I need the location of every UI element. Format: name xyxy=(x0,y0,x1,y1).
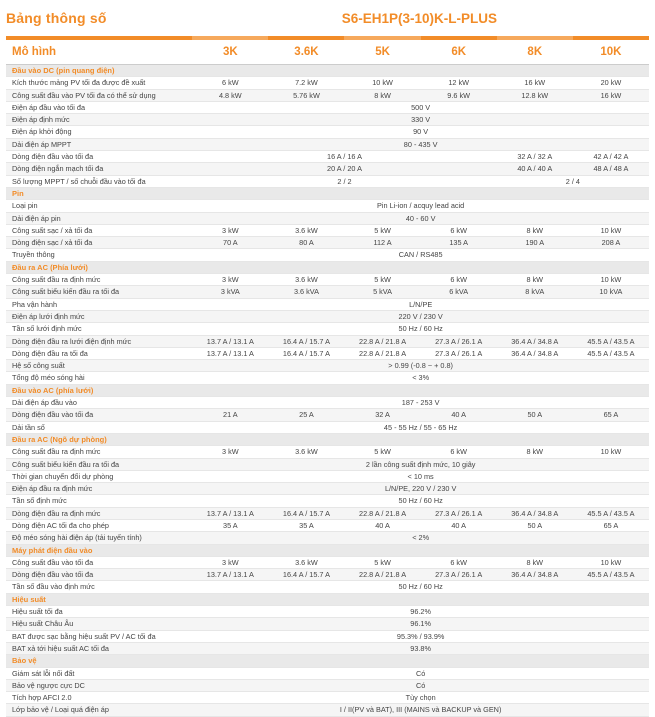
spec-value: 220 V / 230 V xyxy=(192,310,649,322)
spec-label: BAT được sạc bằng hiệu suất PV / AC tối đa xyxy=(6,630,192,642)
spec-label: Hệ số công suất xyxy=(6,360,192,372)
spec-row xyxy=(6,274,649,286)
header-model: Mô hình xyxy=(6,40,192,65)
spec-value: 6 kW xyxy=(421,274,497,286)
spec-value: 208 A xyxy=(573,237,649,249)
spec-label: Dòng điện AC tối đa cho phép xyxy=(6,519,192,531)
spec-value: 16.4 A / 15.7 A xyxy=(268,347,344,359)
spec-value: 8 kW xyxy=(497,556,573,568)
spec-value: 36.4 A / 34.8 A xyxy=(497,347,573,359)
spec-label: Tần số định mức xyxy=(6,495,192,507)
spec-value: 36.4 A / 34.8 A xyxy=(497,507,573,519)
spec-value: 3.6 kW xyxy=(268,446,344,458)
spec-value: 35 A xyxy=(268,519,344,531)
spec-value: 20 kW xyxy=(573,77,649,89)
spec-row xyxy=(6,298,649,310)
spec-label: Công suất sạc / xả tối đa xyxy=(6,224,192,236)
spec-value: 500 V xyxy=(192,101,649,113)
section-header-row xyxy=(6,593,649,605)
spec-label: Dải điện áp MPPT xyxy=(6,138,192,150)
spec-label: Tần số đầu vào định mức xyxy=(6,581,192,593)
spec-row xyxy=(6,667,649,679)
spec-value: 50 A xyxy=(497,409,573,421)
spec-value: 80 A xyxy=(268,237,344,249)
spec-value: 22.8 A / 21.8 A xyxy=(345,507,421,519)
spec-value: 45.5 A / 43.5 A xyxy=(573,507,649,519)
spec-value: 10 kVA xyxy=(573,286,649,298)
spec-value: 22.8 A / 21.8 A xyxy=(345,335,421,347)
section-title: Đầu vào AC (phía lưới) xyxy=(6,384,649,396)
spec-value: 65 A xyxy=(573,409,649,421)
spec-value: 32 A xyxy=(345,409,421,421)
spec-value: 50 Hz / 60 Hz xyxy=(192,581,649,593)
spec-label: Công suất biểu kiến đầu ra tối đa xyxy=(6,458,192,470)
spec-value: 12.8 kW xyxy=(497,89,573,101)
spec-row xyxy=(6,114,649,126)
spec-value: 95.3% / 93.9% xyxy=(192,630,649,642)
spec-label: Kích thước mảng PV tối đa được đề xuất xyxy=(6,77,192,89)
spec-value: I / II(PV và BAT), III (MAINS và BACKUP và GEN) xyxy=(192,704,649,716)
spec-value: 10 kW xyxy=(573,556,649,568)
spec-value: 20 A / 20 A xyxy=(192,163,496,175)
spec-row xyxy=(6,224,649,236)
spec-label: Điện áp khởi động xyxy=(6,126,192,138)
spec-label: Pha vận hành xyxy=(6,298,192,310)
spec-value: 13.7 A / 13.1 A xyxy=(192,335,268,347)
spec-value: 36.4 A / 34.8 A xyxy=(497,569,573,581)
spec-value: 21 A xyxy=(192,409,268,421)
spec-label: Tích hợp AFCI 2.0 xyxy=(6,692,192,704)
spec-value: 40 A xyxy=(421,409,497,421)
spec-label: Dòng điện đầu vào tối đa xyxy=(6,569,192,581)
spec-value: Tùy chọn xyxy=(192,692,649,704)
spec-value: 330 V xyxy=(192,114,649,126)
section-title: Pin xyxy=(6,187,649,199)
spec-row xyxy=(6,679,649,691)
spec-row xyxy=(6,175,649,187)
spec-row xyxy=(6,310,649,322)
spec-value: 22.8 A / 21.8 A xyxy=(345,347,421,359)
spec-table xyxy=(6,40,649,717)
spec-label: Hiệu suất Châu Âu xyxy=(6,618,192,630)
spec-value: 45.5 A / 43.5 A xyxy=(573,569,649,581)
spec-value: 5 kW xyxy=(345,446,421,458)
spec-label: Dải điện áp đầu vào xyxy=(6,397,192,409)
spec-value: 187 - 253 V xyxy=(192,397,649,409)
spec-value: 3 kW xyxy=(192,274,268,286)
spec-row xyxy=(6,286,649,298)
spec-value: 6 kW xyxy=(421,224,497,236)
section-header-row xyxy=(6,433,649,445)
spec-value: 27.3 A / 26.1 A xyxy=(421,507,497,519)
spec-value: 32 A / 32 A xyxy=(497,151,573,163)
spec-value: 9.6 kW xyxy=(421,89,497,101)
section-title: Hiệu suất xyxy=(6,593,649,605)
spec-value: 3.6 kVA xyxy=(268,286,344,298)
spec-row xyxy=(6,421,649,433)
header-3k: 3K xyxy=(192,40,268,65)
spec-row xyxy=(6,409,649,421)
spec-value: 3 kW xyxy=(192,556,268,568)
spec-value: 13.7 A / 13.1 A xyxy=(192,507,268,519)
spec-row xyxy=(6,483,649,495)
spec-value: 3 kVA xyxy=(192,286,268,298)
spec-value: 6 kW xyxy=(421,446,497,458)
spec-row xyxy=(6,519,649,531)
spec-value: 3.6 kW xyxy=(268,556,344,568)
spec-label: Dòng điện ngắn mạch tối đa xyxy=(6,163,192,175)
spec-value: 50 Hz / 60 Hz xyxy=(192,323,649,335)
spec-row xyxy=(6,212,649,224)
spec-table-body xyxy=(6,65,649,717)
spec-value: 135 A xyxy=(421,237,497,249)
spec-label: Công suất đầu ra định mức xyxy=(6,446,192,458)
spec-value: 10 kW xyxy=(573,446,649,458)
spec-label: Giám sát lỗi nối đất xyxy=(6,667,192,679)
spec-row xyxy=(6,360,649,372)
spec-row xyxy=(6,606,649,618)
spec-value: CAN / RS485 xyxy=(192,249,649,261)
spec-label: Số lượng MPPT / số chuỗi đầu vào tối đa xyxy=(6,175,192,187)
product-name: S6-EH1P(3-10)K-L-PLUS xyxy=(341,11,497,26)
spec-value: 70 A xyxy=(192,237,268,249)
spec-value: 16 kW xyxy=(497,77,573,89)
spec-label: Công suất đầu vào PV tối đa có thể sử dụng xyxy=(6,89,192,101)
spec-value: 2 / 4 xyxy=(497,175,649,187)
spec-label: Điện áp đầu vào tối đa xyxy=(6,101,192,113)
spec-value: 8 kW xyxy=(497,446,573,458)
spec-row xyxy=(6,89,649,101)
spec-value: 5 kW xyxy=(345,556,421,568)
spec-row xyxy=(6,618,649,630)
spec-value: 96.1% xyxy=(192,618,649,630)
spec-value: 16.4 A / 15.7 A xyxy=(268,569,344,581)
section-header-row xyxy=(6,261,649,273)
spec-label: Dòng điện đầu ra định mức xyxy=(6,507,192,519)
spec-value: 8 kVA xyxy=(497,286,573,298)
spec-label: Lớp bảo vệ / Loại quá điện áp xyxy=(6,704,192,716)
spec-value: 190 A xyxy=(497,237,573,249)
spec-row xyxy=(6,237,649,249)
spec-row xyxy=(6,556,649,568)
spec-row xyxy=(6,470,649,482)
spec-row xyxy=(6,507,649,519)
spec-row xyxy=(6,692,649,704)
spec-label: Điện áp định mức xyxy=(6,114,192,126)
spec-label: Điện áp đầu ra định mức xyxy=(6,483,192,495)
spec-value: 16 kW xyxy=(573,89,649,101)
spec-label: Dải điện áp pin xyxy=(6,212,192,224)
spec-value: 12 kW xyxy=(421,77,497,89)
spec-value: 5 kVA xyxy=(345,286,421,298)
spec-label: Điện áp lưới định mức xyxy=(6,310,192,322)
spec-value: 8 kW xyxy=(497,274,573,286)
spec-value: 10 kW xyxy=(573,224,649,236)
spec-value: 2 lần công suất định mức, 10 giây xyxy=(192,458,649,470)
spec-value: 10 kW xyxy=(345,77,421,89)
spec-value: 4.8 kW xyxy=(192,89,268,101)
spec-value: 6 kVA xyxy=(421,286,497,298)
spec-value: 13.7 A / 13.1 A xyxy=(192,347,268,359)
spec-value: 27.3 A / 26.1 A xyxy=(421,347,497,359)
spec-value: < 3% xyxy=(192,372,649,384)
spec-value: 45 - 55 Hz / 55 - 65 Hz xyxy=(192,421,649,433)
header-8k: 8K xyxy=(497,40,573,65)
section-header-row xyxy=(6,187,649,199)
spec-label: Dòng điện đầu vào tối đa xyxy=(6,409,192,421)
spec-value: 40 - 60 V xyxy=(192,212,649,224)
spec-value: 8 kW xyxy=(345,89,421,101)
spec-label: Tổng độ méo sóng hài xyxy=(6,372,192,384)
spec-value: < 10 ms xyxy=(192,470,649,482)
spec-row xyxy=(6,446,649,458)
spec-label: Công suất đầu vào tối đa xyxy=(6,556,192,568)
spec-value: 3.6 kW xyxy=(268,274,344,286)
header-10k: 10K xyxy=(573,40,649,65)
spec-row xyxy=(6,101,649,113)
spec-value: 36.4 A / 34.8 A xyxy=(497,335,573,347)
spec-label: Hiệu suất tối đa xyxy=(6,606,192,618)
spec-row xyxy=(6,397,649,409)
title-bar xyxy=(0,0,655,26)
spec-value: L/N/PE, 220 V / 230 V xyxy=(192,483,649,495)
spec-value: 22.8 A / 21.8 A xyxy=(345,569,421,581)
spec-label: Dòng điện đầu vào tối đa xyxy=(6,151,192,163)
spec-row xyxy=(6,249,649,261)
spec-label: Dòng điện đầu ra tối đa xyxy=(6,347,192,359)
spec-row xyxy=(6,323,649,335)
spec-label: Độ méo sóng hài điện áp (tải tuyến tính) xyxy=(6,532,192,544)
spec-row xyxy=(6,704,649,716)
header-6k: 6K xyxy=(421,40,497,65)
spec-value: Có xyxy=(192,679,649,691)
spec-row xyxy=(6,138,649,150)
spec-value: 50 A xyxy=(497,519,573,531)
spec-value: 2 / 2 xyxy=(192,175,496,187)
spec-value: 40 A xyxy=(421,519,497,531)
spec-label: Dòng điện đầu ra lưới điện định mức xyxy=(6,335,192,347)
spec-value: 5 kW xyxy=(345,274,421,286)
spec-value: 90 V xyxy=(192,126,649,138)
spec-value: 112 A xyxy=(345,237,421,249)
spec-row xyxy=(6,163,649,175)
spec-label: Loại pin xyxy=(6,200,192,212)
header-row xyxy=(6,40,649,65)
spec-row xyxy=(6,372,649,384)
spec-value: 8 kW xyxy=(497,224,573,236)
spec-label: Công suất đầu ra định mức xyxy=(6,274,192,286)
section-title: Bảo vệ xyxy=(6,655,649,667)
section-title: Đầu ra AC (Ngõ dự phòng) xyxy=(6,433,649,445)
spec-row xyxy=(6,126,649,138)
spec-label: Dòng điện sạc / xả tối đa xyxy=(6,237,192,249)
spec-label: Tần số lưới định mức xyxy=(6,323,192,335)
spec-label: Bảo vệ ngược cực DC xyxy=(6,679,192,691)
spec-row xyxy=(6,581,649,593)
section-header-row xyxy=(6,544,649,556)
spec-value: 6 kW xyxy=(421,556,497,568)
spec-row xyxy=(6,200,649,212)
spec-value: 16.4 A / 15.7 A xyxy=(268,507,344,519)
spec-value: 6 kW xyxy=(192,77,268,89)
spec-value: 5.76 kW xyxy=(268,89,344,101)
spec-value: 45.5 A / 43.5 A xyxy=(573,347,649,359)
spec-value: 42 A / 42 A xyxy=(573,151,649,163)
page-title: Bảng thông số xyxy=(6,10,107,26)
spec-value: > 0.99 (-0.8 ~ + 0.8) xyxy=(192,360,649,372)
spec-value: 50 Hz / 60 Hz xyxy=(192,495,649,507)
header-5k: 5K xyxy=(345,40,421,65)
spec-row xyxy=(6,335,649,347)
spec-value: 45.5 A / 43.5 A xyxy=(573,335,649,347)
section-header-row xyxy=(6,655,649,667)
spec-value: 10 kW xyxy=(573,274,649,286)
spec-value: 40 A xyxy=(345,519,421,531)
section-title: Máy phát điện đầu vào xyxy=(6,544,649,556)
spec-row xyxy=(6,77,649,89)
spec-row xyxy=(6,630,649,642)
spec-value: Pin Li-ion / acquy lead acid xyxy=(192,200,649,212)
spec-value: 40 A / 40 A xyxy=(497,163,573,175)
spec-row xyxy=(6,495,649,507)
section-header-row xyxy=(6,65,649,77)
spec-value: 16 A / 16 A xyxy=(192,151,496,163)
spec-value: 65 A xyxy=(573,519,649,531)
header-accent-bar xyxy=(6,36,649,40)
spec-value: 96.2% xyxy=(192,606,649,618)
spec-value: 80 - 435 V xyxy=(192,138,649,150)
spec-value: 7.2 kW xyxy=(268,77,344,89)
spec-value: 5 kW xyxy=(345,224,421,236)
spec-row xyxy=(6,569,649,581)
spec-value: 48 A / 48 A xyxy=(573,163,649,175)
spec-value: Có xyxy=(192,667,649,679)
spec-label: Thời gian chuyển đổi dự phòng xyxy=(6,470,192,482)
section-title: Đầu vào DC (pin quang điện) xyxy=(6,65,649,77)
spec-label: Dải tần số xyxy=(6,421,192,433)
spec-value: 25 A xyxy=(268,409,344,421)
header-3-6k: 3.6K xyxy=(268,40,344,65)
spec-value: 13.7 A / 13.1 A xyxy=(192,569,268,581)
spec-label: Truyền thông xyxy=(6,249,192,261)
spec-value: 16.4 A / 15.7 A xyxy=(268,335,344,347)
spec-label: BAT xả tới hiệu suất AC tối đa xyxy=(6,642,192,654)
spec-row xyxy=(6,458,649,470)
spec-value: < 2% xyxy=(192,532,649,544)
spec-value: 3 kW xyxy=(192,446,268,458)
spec-value: 27.3 A / 26.1 A xyxy=(421,335,497,347)
spec-value: L/N/PE xyxy=(192,298,649,310)
spec-label: Công suất biểu kiến đầu ra tối đa xyxy=(6,286,192,298)
spec-row xyxy=(6,532,649,544)
spec-row xyxy=(6,642,649,654)
spec-value: 3 kW xyxy=(192,224,268,236)
section-header-row xyxy=(6,384,649,396)
section-title: Đầu ra AC (Phía lưới) xyxy=(6,261,649,273)
spec-value: 35 A xyxy=(192,519,268,531)
spec-row xyxy=(6,151,649,163)
spec-row xyxy=(6,347,649,359)
spec-value: 93.8% xyxy=(192,642,649,654)
spec-value: 3.6 kW xyxy=(268,224,344,236)
spec-value: 27.3 A / 26.1 A xyxy=(421,569,497,581)
